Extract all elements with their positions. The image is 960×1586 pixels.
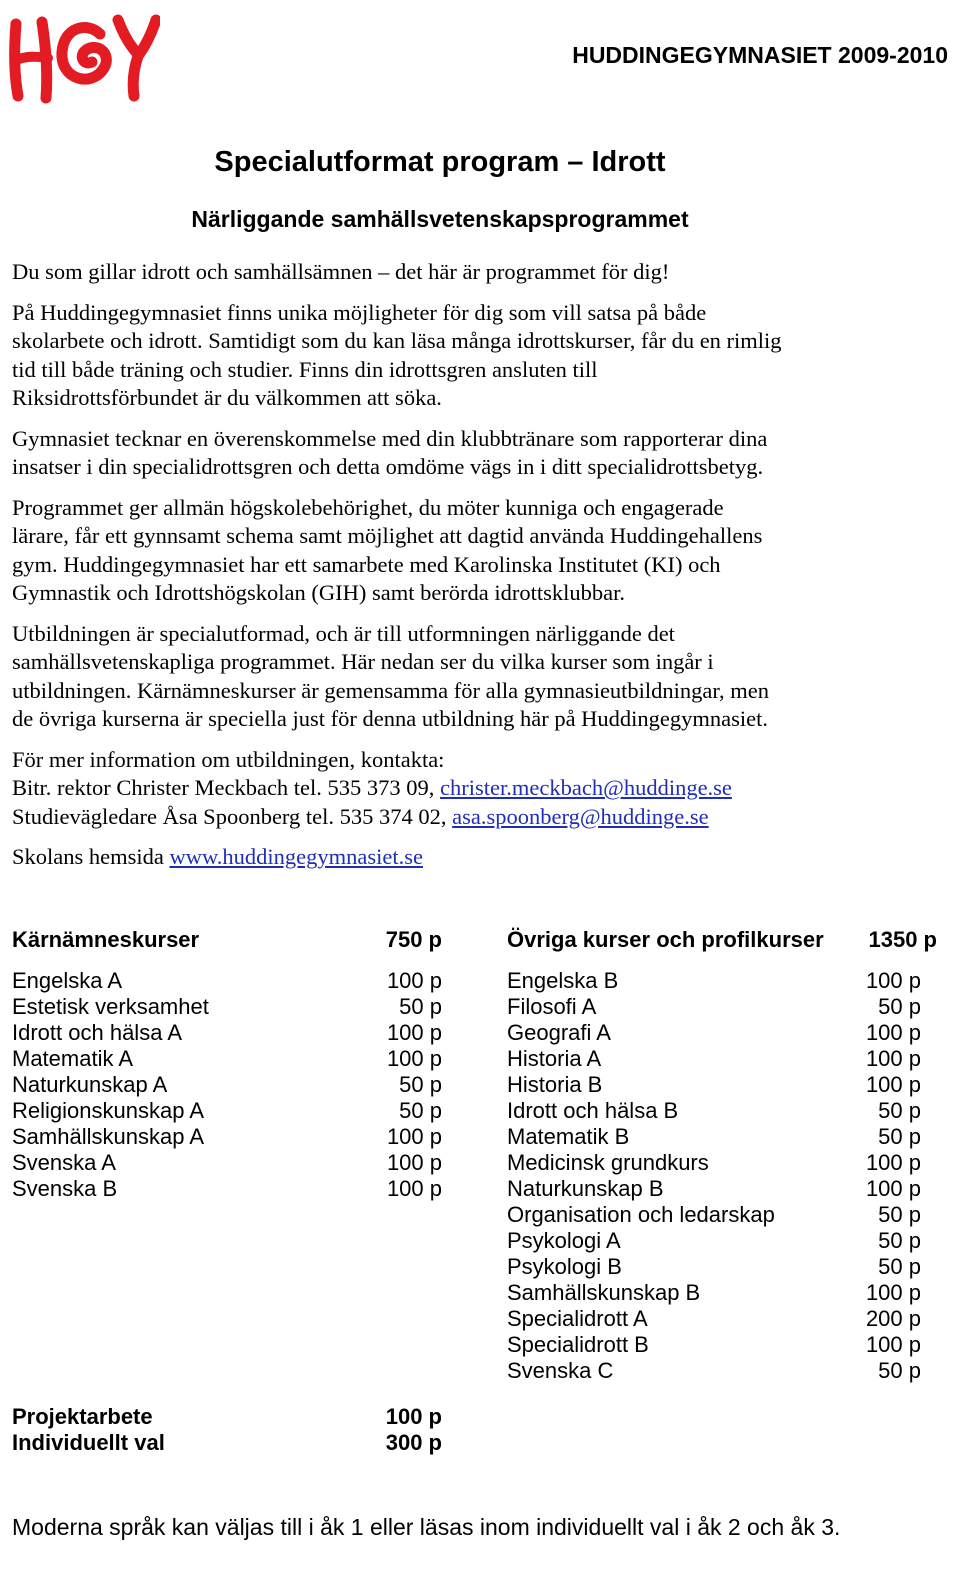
course-name: Matematik A <box>12 1046 134 1071</box>
text-line: gym. Huddingegymnasiet har ett samarbete med Karolinska Institutet (KI) och <box>12 551 721 577</box>
course-points: 50 p <box>878 1202 921 1227</box>
course-row <box>507 1306 937 1332</box>
course-points: 300 p <box>385 1430 442 1455</box>
intro-line: Du som gillar idrott och samhällsämnen – det här är programmet för dig! <box>12 259 670 284</box>
course-points: 50 p <box>399 1072 442 1097</box>
text-line: de övriga kurserna är speciella just för denna utbildning här på Huddingegymnasiet. <box>12 706 769 731</box>
text-line: samhällsvetenskapliga programmet. Här nedan ser du vilka kurser som ingår i <box>12 649 714 674</box>
course-name: Svenska B <box>12 1176 118 1201</box>
other-courses-column <box>507 927 937 1384</box>
course-points: 100 p <box>865 1020 921 1045</box>
core-courses-heading <box>12 927 442 968</box>
contact-rektor <box>12 774 912 803</box>
core-course-rows <box>12 968 442 1202</box>
course-row <box>12 1072 442 1098</box>
course-row <box>12 1150 442 1176</box>
core-courses-column <box>12 927 442 1202</box>
course-name: Specialidrott B <box>507 1332 649 1357</box>
contact-counselor <box>12 803 912 832</box>
counselor-email-link[interactable]: asa.spoonberg@huddinge.se <box>452 803 709 829</box>
course-points: 100 p <box>865 1176 921 1201</box>
course-row <box>12 1020 442 1046</box>
course-row <box>507 1358 937 1384</box>
paragraph-opportunities <box>12 299 912 413</box>
core-heading-label: Kärnämneskurser <box>12 927 200 952</box>
course-name: Geografi A <box>507 1020 611 1045</box>
course-name: Samhällskunskap B <box>507 1280 701 1305</box>
course-row <box>507 1332 937 1358</box>
course-points: 50 p <box>878 1098 921 1123</box>
course-name: Samhällskunskap A <box>12 1124 204 1149</box>
course-name: Projektarbete <box>12 1404 153 1429</box>
course-row <box>507 1280 937 1306</box>
website-line <box>12 843 912 872</box>
text-line: Gymnastik och Idrottshögskolan (GIH) samt berörda idrottsklubbar. <box>12 580 626 605</box>
text-line: skolarbete och idrott. Samtidigt som du kan läsa många idrottskurser, får du en rimlig <box>12 328 782 353</box>
course-name: Medicinsk grundkurs <box>507 1150 709 1175</box>
program-description <box>12 258 912 884</box>
course-points: 100 p <box>865 1332 921 1357</box>
course-name: Filosofi A <box>507 994 597 1019</box>
school-year-header: HUDDINGEGYMNASIET 2009-2010 <box>572 42 948 68</box>
course-points: 100 p <box>865 1150 921 1175</box>
course-name: Psykologi B <box>507 1254 622 1279</box>
core-total-points: 750 p <box>385 927 442 952</box>
hgy-logo-icon <box>6 8 160 104</box>
course-row <box>507 1020 937 1046</box>
course-points: 100 p <box>386 1124 442 1149</box>
course-points: 100 p <box>865 1046 921 1071</box>
course-points: 50 p <box>878 1228 921 1253</box>
footer-note: Moderna språk kan väljas till i åk 1 eller läsas inom individuellt val i åk 2 och åk 3. <box>12 1514 841 1540</box>
course-row <box>507 968 937 994</box>
website-link[interactable]: www.huddingegymnasiet.se <box>169 844 423 869</box>
course-row <box>507 1228 937 1254</box>
text-line: insatser i din specialidrottsgren och detta omdöme vägs in i ditt specialidrottsbetyg. <box>12 454 764 479</box>
text-line: Gymnasiet tecknar en överenskommelse med din klubbtränare som rapporterar dina <box>12 425 768 451</box>
course-row <box>507 1046 937 1072</box>
course-points: 100 p <box>865 968 921 993</box>
paragraph-structure <box>12 620 912 734</box>
course-points: 200 p <box>865 1306 921 1331</box>
course-name: Estetisk verksamhet <box>12 994 209 1019</box>
course-row <box>507 1150 937 1176</box>
course-row <box>12 1176 442 1202</box>
website-label: Skolans hemsida <box>12 844 170 869</box>
course-points: 100 p <box>386 1020 442 1045</box>
course-points: 100 p <box>386 1046 442 1071</box>
contact-rektor-text: Bitr. rektor Christer Meckbach tel. 535 373 09, <box>12 775 441 800</box>
course-name: Historia A <box>507 1046 602 1071</box>
course-name: Matematik B <box>507 1124 630 1149</box>
course-name: Naturkunskap B <box>507 1176 664 1201</box>
course-points: 50 p <box>878 1358 921 1383</box>
course-points: 50 p <box>878 1254 921 1279</box>
course-row <box>507 1098 937 1124</box>
course-name: Specialidrott A <box>507 1306 648 1331</box>
school-website <box>12 843 912 872</box>
course-row <box>12 1046 442 1072</box>
course-points: 100 p <box>865 1280 921 1305</box>
paragraph-agreement <box>12 425 912 482</box>
intro-paragraph <box>12 258 912 287</box>
text-line: lärare, får ett gynnsamt schema samt möjlighet att dagtid använda Huddingehallens <box>12 523 763 548</box>
text-line: tid till både träning och studier. Finns din idrottsgren ansluten till <box>12 356 598 382</box>
other-heading-label: Övriga kurser och profilkurser <box>507 927 824 952</box>
other-course-rows <box>507 968 937 1384</box>
course-name: Idrott och hälsa B <box>507 1098 679 1123</box>
course-name: Individuellt val <box>12 1430 165 1455</box>
course-name: Engelska B <box>507 968 619 993</box>
course-row <box>12 1430 442 1456</box>
course-name: Engelska A <box>12 968 123 993</box>
course-row <box>12 1098 442 1124</box>
course-row <box>12 994 442 1020</box>
course-name: Naturkunskap A <box>12 1072 168 1097</box>
text-line: Riksidrottsförbundet är du välkommen att söka. <box>12 385 442 410</box>
course-points: 50 p <box>878 1124 921 1149</box>
course-name: Idrott och hälsa A <box>12 1020 182 1045</box>
other-total-points: 1350 p <box>868 927 937 952</box>
course-row <box>12 1404 442 1430</box>
course-row <box>507 994 937 1020</box>
course-points: 50 p <box>399 1098 442 1123</box>
course-name: Svenska C <box>507 1358 614 1383</box>
course-row <box>12 968 442 994</box>
course-name: Psykologi A <box>507 1228 621 1253</box>
text-line: Programmet ger allmän högskolebehörighet, du möter kunniga och engagerade <box>12 494 724 520</box>
course-row <box>507 1124 937 1150</box>
page-subtitle: Närliggande samhällsvetenskapsprogrammet <box>191 206 689 232</box>
course-row <box>507 1254 937 1280</box>
contact-lead: För mer information om utbildningen, kontakta: <box>12 746 445 772</box>
paragraph-eligibility <box>12 494 912 608</box>
course-name: Svenska A <box>12 1150 116 1175</box>
text-line: På Huddingegymnasiet finns unika möjligheter för dig som vill satsa på både <box>12 299 707 325</box>
course-name: Religionskunskap A <box>12 1098 205 1123</box>
text-line: Utbildningen är specialutformad, och är till utformningen närliggande det <box>12 620 675 646</box>
course-points: 100 p <box>386 968 442 993</box>
course-points: 50 p <box>878 994 921 1019</box>
course-points: 100 p <box>385 1404 442 1429</box>
course-points: 100 p <box>865 1072 921 1097</box>
contact-counselor-text: Studievägledare Åsa Spoonberg tel. 535 374 02, <box>12 803 453 829</box>
course-points: 100 p <box>386 1150 442 1175</box>
extra-courses <box>12 1404 442 1456</box>
school-logo <box>6 8 160 104</box>
course-points: 50 p <box>399 994 442 1019</box>
course-points: 100 p <box>386 1176 442 1201</box>
other-courses-heading <box>507 927 937 968</box>
course-name: Organisation och ledarskap <box>507 1202 775 1227</box>
text-line: utbildningen. Kärnämneskurser är gemensamma för alla gymnasieutbildningar, men <box>12 677 770 703</box>
page-title: Specialutformat program – Idrott <box>214 146 666 178</box>
contact-info <box>12 746 912 832</box>
rektor-email-link[interactable]: christer.meckbach@huddinge.se <box>440 775 732 800</box>
course-row <box>507 1176 937 1202</box>
course-row <box>507 1202 937 1228</box>
course-row <box>507 1072 937 1098</box>
course-row <box>12 1124 442 1150</box>
course-name: Historia B <box>507 1072 603 1097</box>
